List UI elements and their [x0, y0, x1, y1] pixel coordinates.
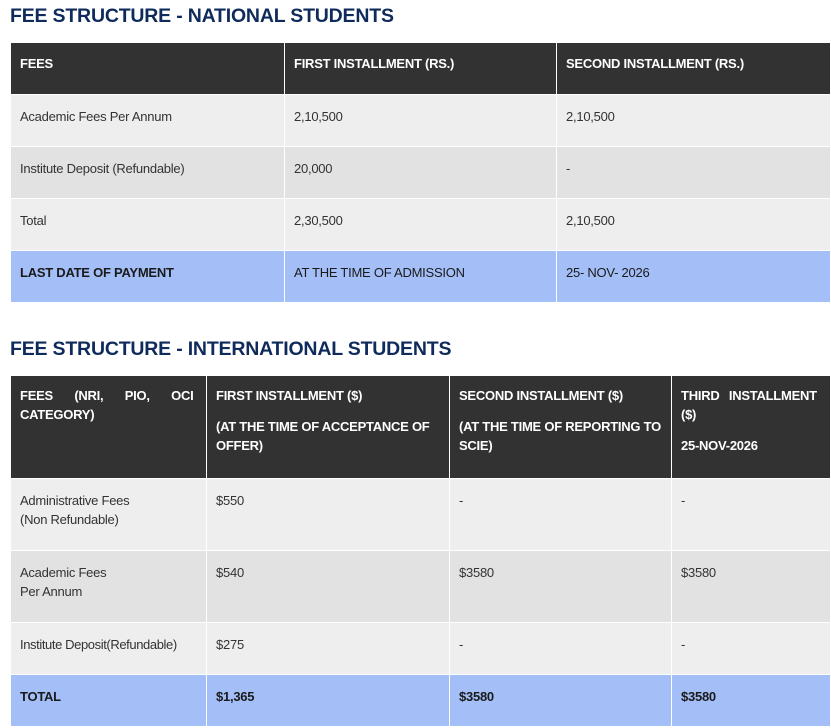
international-fee-table [10, 375, 831, 727]
table-row [11, 199, 831, 251]
first-installment-value: 2,30,500 [285, 199, 557, 251]
total-label: TOTAL [11, 675, 207, 727]
fee-name: Administrative Fees (Non Refundable) [11, 479, 207, 551]
first-installment-value: 20,000 [285, 147, 557, 199]
header-third-installment: THIRD INSTALLMENT ($) 25-NOV-2026 [672, 376, 831, 479]
header-first-installment: FIRST INSTALLMENT (RS.) [285, 43, 557, 95]
table-header-row [11, 376, 831, 479]
first-installment-value: $275 [207, 623, 450, 675]
national-fee-table [10, 42, 831, 303]
national-fee-heading: FEE STRUCTURE - NATIONAL STUDENTS [10, 5, 394, 27]
table-row [11, 147, 831, 199]
fee-name: Academic Fees Per Annum [11, 95, 285, 147]
first-installment-value: $540 [207, 551, 450, 623]
table-row [11, 479, 831, 551]
header-fees: FEES [11, 43, 285, 95]
payment-label: LAST DATE OF PAYMENT [11, 251, 285, 303]
fee-name: Academic Fees Per Annum [11, 551, 207, 623]
total-second-value: $3580 [450, 675, 672, 727]
third-installment-value: - [672, 623, 831, 675]
second-installment-value: - [450, 623, 672, 675]
header-fees-category: FEES (NRI, PIO, OCI CATEGORY) [11, 376, 207, 479]
table-row [11, 551, 831, 623]
fee-name: Total [11, 199, 285, 251]
header-first-installment-note: (AT THE TIME OF ACCEPTANCE OF OFFER) [216, 419, 430, 453]
total-row [11, 675, 831, 727]
table-row [11, 623, 831, 675]
third-installment-value: - [672, 479, 831, 551]
header-second-installment: SECOND INSTALLMENT ($) (AT THE TIME OF REPORTING TO SCIE) [450, 376, 672, 479]
first-installment-value: $550 [207, 479, 450, 551]
second-installment-value: 2,10,500 [557, 95, 831, 147]
header-second-installment: SECOND INSTALLMENT (RS.) [557, 43, 831, 95]
second-installment-value: $3580 [450, 551, 672, 623]
total-third-value: $3580 [672, 675, 831, 727]
second-installment-value: - [557, 147, 831, 199]
fee-name: Institute Deposit (Refundable) [11, 147, 285, 199]
total-first-value: $1,365 [207, 675, 450, 727]
fee-name: Institute Deposit(Refundable) [11, 623, 207, 675]
third-installment-value: $3580 [672, 551, 831, 623]
table-row [11, 95, 831, 147]
first-installment-value: 2,10,500 [285, 95, 557, 147]
payment-first-value: AT THE TIME OF ADMISSION [285, 251, 557, 303]
second-installment-value: 2,10,500 [557, 199, 831, 251]
header-third-installment-date: 25-NOV-2026 [681, 438, 758, 453]
table-header-row [11, 43, 831, 95]
international-fee-heading: FEE STRUCTURE - INTERNATIONAL STUDENTS [10, 338, 452, 360]
header-first-installment: FIRST INSTALLMENT ($) (AT THE TIME OF ACCEPTANCE OF OFFER) [207, 376, 450, 479]
payment-date-row [11, 251, 831, 303]
second-installment-value: - [450, 479, 672, 551]
payment-second-value: 25- NOV- 2026 [557, 251, 831, 303]
header-second-installment-note: (AT THE TIME OF REPORTING TO SCIE) [459, 419, 661, 453]
